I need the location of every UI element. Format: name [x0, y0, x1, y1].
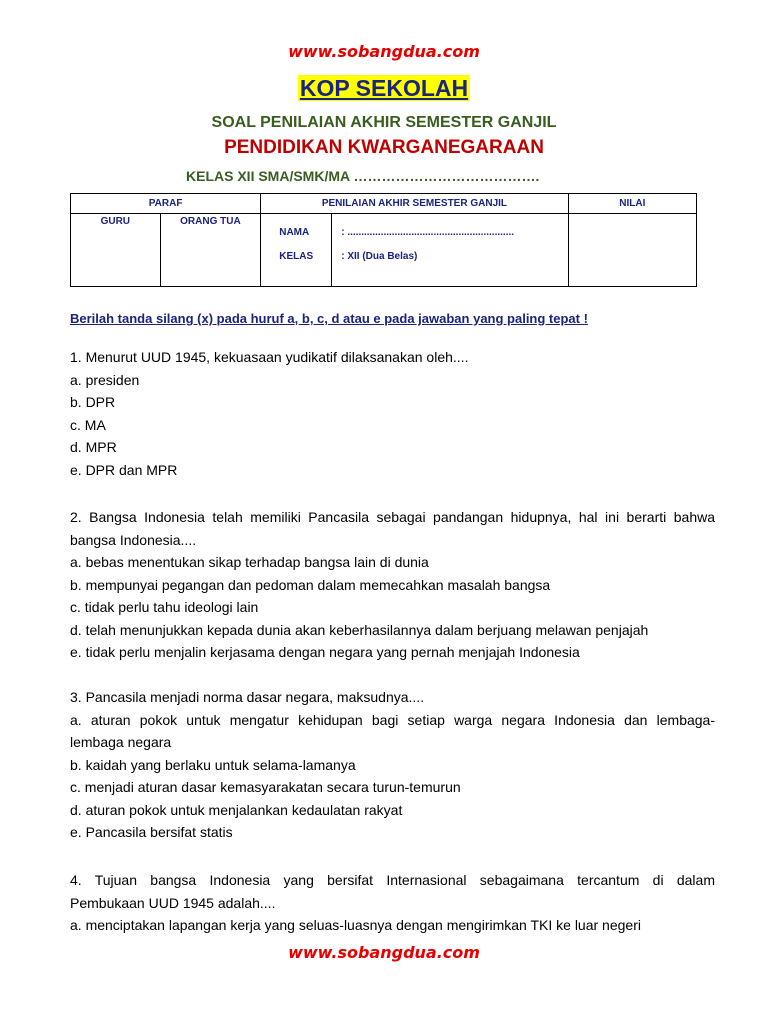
question-1	[70, 346, 715, 481]
question-3-option-e[interactable]: e. Pancasila bersifat statis	[70, 824, 233, 840]
question-3-option-c[interactable]: c. menjadi aturan dasar kemasyarakatan secara turun-temurun	[70, 779, 461, 795]
question-3	[70, 686, 715, 844]
paraf-header: PARAF	[71, 194, 261, 214]
question-2-option-b[interactable]: b. mempunyai pegangan dan pedoman dalam memecahkan masalah bangsa	[70, 576, 551, 593]
guru-label: GURU	[100, 216, 131, 227]
kelas-line: KELAS XII SMA/SMK/MA ………………………………….	[186, 168, 540, 184]
question-1-option-a[interactable]: a. presiden	[70, 371, 140, 388]
exam-subtitle: SOAL PENILAIAN AKHIR SEMESTER GANJIL	[211, 114, 557, 131]
kop-sekolah-label: KOP SEKOLAH	[299, 75, 469, 101]
guru-cell	[71, 214, 161, 287]
question-4	[70, 869, 715, 937]
question-4-option-a[interactable]: a. menciptakan lapangan kerja yang seluas-luasnya dengan mengirimkan TKI ke luar negeri	[70, 917, 641, 933]
column-divider	[331, 214, 332, 286]
question-3-option-a-cont[interactable]: lembaga negara	[70, 734, 172, 750]
question-1-text: 1. Menurut UUD 1945, kekuasaan yudikatif dilaksanakan oleh....	[70, 349, 469, 365]
question-2	[70, 506, 715, 664]
nama-label: NAMA	[279, 227, 310, 238]
question-1-option-c[interactable]: c. MA	[70, 416, 106, 433]
question-1-option-d[interactable]: d. MPR	[70, 439, 117, 455]
subject-title: PENDIDIKAN KWARGANEGARAAN	[224, 137, 544, 158]
question-4-text-line-1: 4. Tujuan bangsa Indonesia yang bersifat Internasional sebagaimana tercantum di dalam	[70, 872, 715, 888]
question-3-option-a[interactable]: a. aturan pokok untuk mengatur kehidupan bagi setiap warga negara Indonesia dan lembaga-	[70, 711, 715, 728]
question-3-option-b[interactable]: b. kaidah yang berlaku untuk selama-lamanya	[70, 756, 356, 773]
question-2-text-line-1: 2. Bangsa Indonesia telah memiliki Pancasila sebagai pandangan hidupnya, hal ini berarti bahwa	[70, 509, 715, 525]
orang-tua-cell	[160, 214, 261, 287]
nilai-header: NILAI	[568, 194, 696, 214]
question-2-option-a[interactable]: a. bebas menentukan sikap terhadap bangsa lain di dunia	[70, 554, 429, 570]
question-1-option-b[interactable]: b. DPR	[70, 394, 116, 410]
nama-field[interactable]: : ............................................................	[341, 227, 515, 238]
kelas-label: KELAS	[279, 251, 314, 262]
question-3-option-d[interactable]: d. aturan pokok untuk menjalankan kedaulatan rakyat	[70, 801, 403, 818]
nilai-cell[interactable]	[568, 214, 696, 287]
question-3-text: 3. Pancasila menjadi norma dasar negara, maksudnya....	[70, 689, 425, 705]
student-detail-cell	[261, 214, 568, 287]
site-url-top[interactable]: www.sobangdua.com	[288, 42, 480, 61]
question-2-option-d[interactable]: d. telah menunjukkan kepada dunia akan keberhasilannya dalam berjuang melawan penjajah	[70, 621, 649, 638]
question-1-option-e[interactable]: e. DPR dan MPR	[70, 461, 178, 478]
instruction-text: Berilah tanda silang (x) pada huruf a, b, c, d atau e pada jawaban yang paling tepat !	[70, 311, 588, 326]
student-info-table	[70, 193, 697, 287]
orang-tua-label: ORANG TUA	[180, 216, 241, 227]
question-2-text-line-2: bangsa Indonesia....	[70, 531, 197, 548]
site-url-bottom[interactable]: www.sobangdua.com	[288, 943, 480, 962]
question-2-option-e[interactable]: e. tidak perlu menjalin kerjasama dengan negara yang pernah menjajah Indonesia	[70, 644, 580, 660]
question-2-option-c[interactable]: c. tidak perlu tahu ideologi lain	[70, 599, 259, 615]
penilaian-header: PENILAIAN AKHIR SEMESTER GANJIL	[261, 194, 568, 214]
kelas-value: : XII (Dua Belas)	[341, 251, 418, 262]
question-4-text-line-2: Pembukaan UUD 1945 adalah....	[70, 894, 276, 911]
kop-sekolah	[0, 75, 768, 102]
